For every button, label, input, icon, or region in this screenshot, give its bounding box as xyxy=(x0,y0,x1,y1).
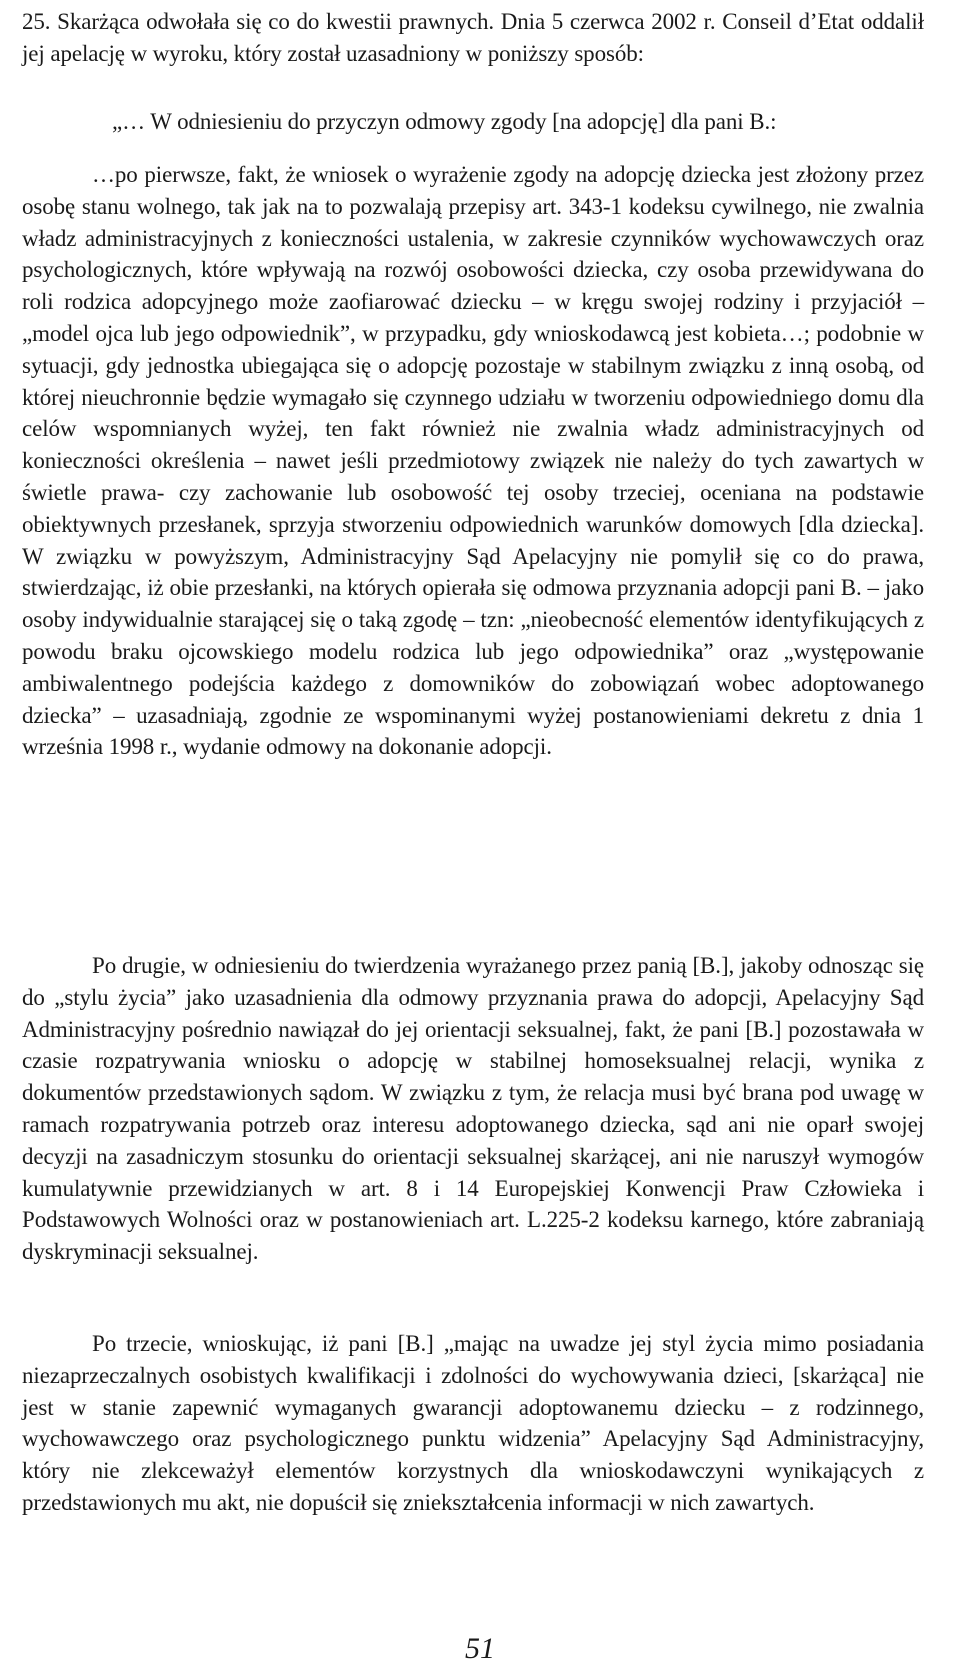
quote-body-paragraph: …po pierwsze, fakt, że wniosek o wyrażenie zgody na adopcję dziecka jest złożony przez osobę stanu wolnego, tak jak na to pozwalają przepisy art. 343-1 kodeksu cywilnego, nie zwalnia władz administracyjnych z konieczności ustalenia, w zakresie czynników wychowawczych oraz psychologicznych, które wpływają na rozwój osobowości dziecka, czy osoba przewidywana do roli rodzica adopcyjnego może zaofiarować dziecku – w kręgu swojej rodziny i przyjaciół – „model ojca lub jego odpowiednik”, w przypadku, gdy wnioskodawcą jest kobieta…; podobnie w sytuacji, gdy jednostka ubiegająca się o adopcję pozostaje w stabilnym związku z inną osobą, od której nieuchronnie będzie wymagało się czynnego udziału w tworzeniu odpowiedniego domu dla celów wspomnianych wyżej, ten fakt również nie zwalnia władz administracyjnych od konieczności określenia – nawet jeśli przedmiotowy związek nie należy do tych zawartych w świetle prawa- czy zachowanie lub osobowość tej osoby trzeciej, oceniana na podstawie obiektywnych przesłanek, sprzyja stworzeniu odpowiednich warunków domowych [dla dziecka]. W związku w powyższym, Administracyjny Sąd Apelacyjny nie pomylił się co do prawa, stwierdzając, iż obie przesłanki, na których opierała się odmowa przyznania adopcji pani B. – jako osoby indywidualnie starającej się o taką zgodę – tzn: „nieobecność elementów identyfikujących z powodu braku ojcowskiego modelu rodzica lub jego odpowiednika” oraz „występowanie ambiwalentnego podejścia każdego z domowników do zobowiązań wobec adoptowanego dziecka” – uzasadniają, zgodnie ze wspominanymi wyżej postanowieniami dekretu z dnia 1 września 1998 r., wydanie odmowy na dokonanie adopcji. xyxy=(22,162,924,760)
intro-paragraph-block xyxy=(22,6,924,70)
quote-lead-line: „… W odniesieniu do przyczyn odmowy zgody [na adopcję] dla pani B.: xyxy=(112,109,777,134)
page-number: 51 xyxy=(465,1632,495,1665)
second-paragraph-block xyxy=(22,950,924,1268)
quote-body-block xyxy=(22,159,924,763)
intro-paragraph: 25. Skarżąca odwołała się co do kwestii prawnych. Dnia 5 czerwca 2002 r. Conseil d’Etat oddalił jej apelację w wyroku, który został uzasadniony w poniższy sposób: xyxy=(22,9,924,66)
quote-lead-block xyxy=(112,106,912,138)
third-paragraph: Po trzecie, wnioskując, iż pani [B.] „mając na uwadze jej styl życia mimo posiadania niezaprzeczalnych osobistych kwalifikacji i zdolności do wychowywania dzieci, [skarżąca] nie jest w stanie zapewnić wymaganych gwarancji adoptowanemu dziecku – z rodzinnego, wychowawczego oraz psychologicznego punktu widzenia” Apelacyjny Sąd Administracyjny, który nie zlekceważył elementów korzystnych dla wnioskodawczyni wynikających z przedstawionych mu akt, nie dopuścił się zniekształcenia informacji w nich zawartych. xyxy=(22,1331,924,1515)
second-paragraph: Po drugie, w odniesieniu do twierdzenia wyrażanego przez panią [B.], jakoby odnosząc się do „stylu życia” jako uzasadnienia dla odmowy przyznania prawa do adopcji, Apelacyjny Sąd Administracyjny pośrednio nawiązał do jej orientacji seksualnej, fakt, że pani [B.] pozostawała w czasie rozpatrywania wniosku o adopcję w stabilnej homoseksualnej relacji, wynika z dokumentów przedstawionych sądom. W związku z tym, że relacja musi być brana pod uwagę w ramach rozpatrywania potrzeb oraz interesu adoptowanego dziecka, sąd ani nie oparł swojej decyzji na zasadniczym stosunku do orientacji seksualnej skarżącej, ani nie naruszył wymogów kumulatywnie przewidzianych w art. 8 i 14 Europejskiej Konwencji Praw Człowieka i Podstawowych Wolności oraz w postanowieniach art. L.225-2 kodeksu karnego, które zabraniają dyskryminacji seksualnej. xyxy=(22,953,924,1265)
third-paragraph-block xyxy=(22,1328,924,1519)
